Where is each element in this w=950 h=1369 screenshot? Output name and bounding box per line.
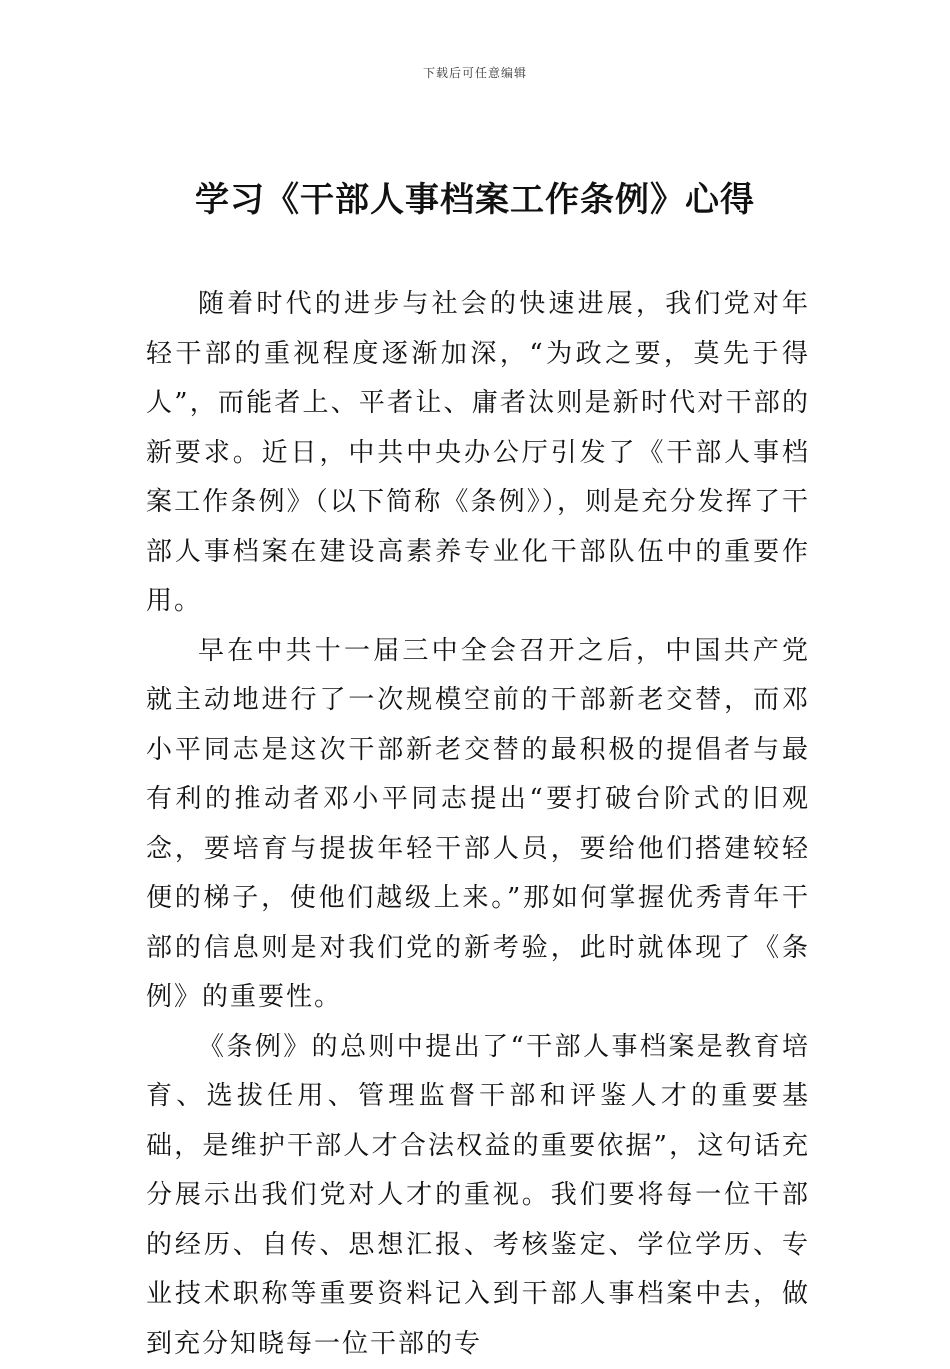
document-body <box>146 280 810 1369</box>
paragraph-3: 《条例》的总则中提出了“干部人事档案是教育培育、选拔任用、管理监督干部和评鉴人才的重要基础，是维护干部人才合法权益的重要依据”，这句话充分展示出我们党对人才的重视。我们要将每一位干部的经历、自传、思想汇报、考核鉴定、学位学历、专业技术职称等重要资料记入到干部人事档案中去，做到充分知晓每一位干部的专 <box>146 1023 810 1369</box>
document-title: 学习《干部人事档案工作条例》心得 <box>0 172 950 221</box>
paragraph-1: 随着时代的进步与社会的快速进展，我们党对年轻干部的重视程度逐渐加深，“为政之要，莫先于得人”，而能者上、平者让、庸者汰则是新时代对干部的新要求。近日，中共中央办公厅引发了《干部人事档案工作条例》（以下简称《条例》），则是充分发挥了干部人事档案在建设高素养专业化干部队伍中的重要作用。 <box>146 280 810 627</box>
paragraph-2: 早在中共十一届三中全会召开之后，中国共产党就主动地进行了一次规模空前的干部新老交替，而邓小平同志是这次干部新老交替的最积极的提倡者与最有利的推动者邓小平同志提出“要打破台阶式的旧观念，要培育与提拔年轻干部人员，要给他们搭建较轻便的梯子，使他们越级上来。”那如何掌握优秀青年干部的信息则是对我们党的新考验，此时就体现了《条例》的重要性。 <box>146 627 810 1023</box>
header-note: 下载后可任意编辑 <box>0 64 950 81</box>
